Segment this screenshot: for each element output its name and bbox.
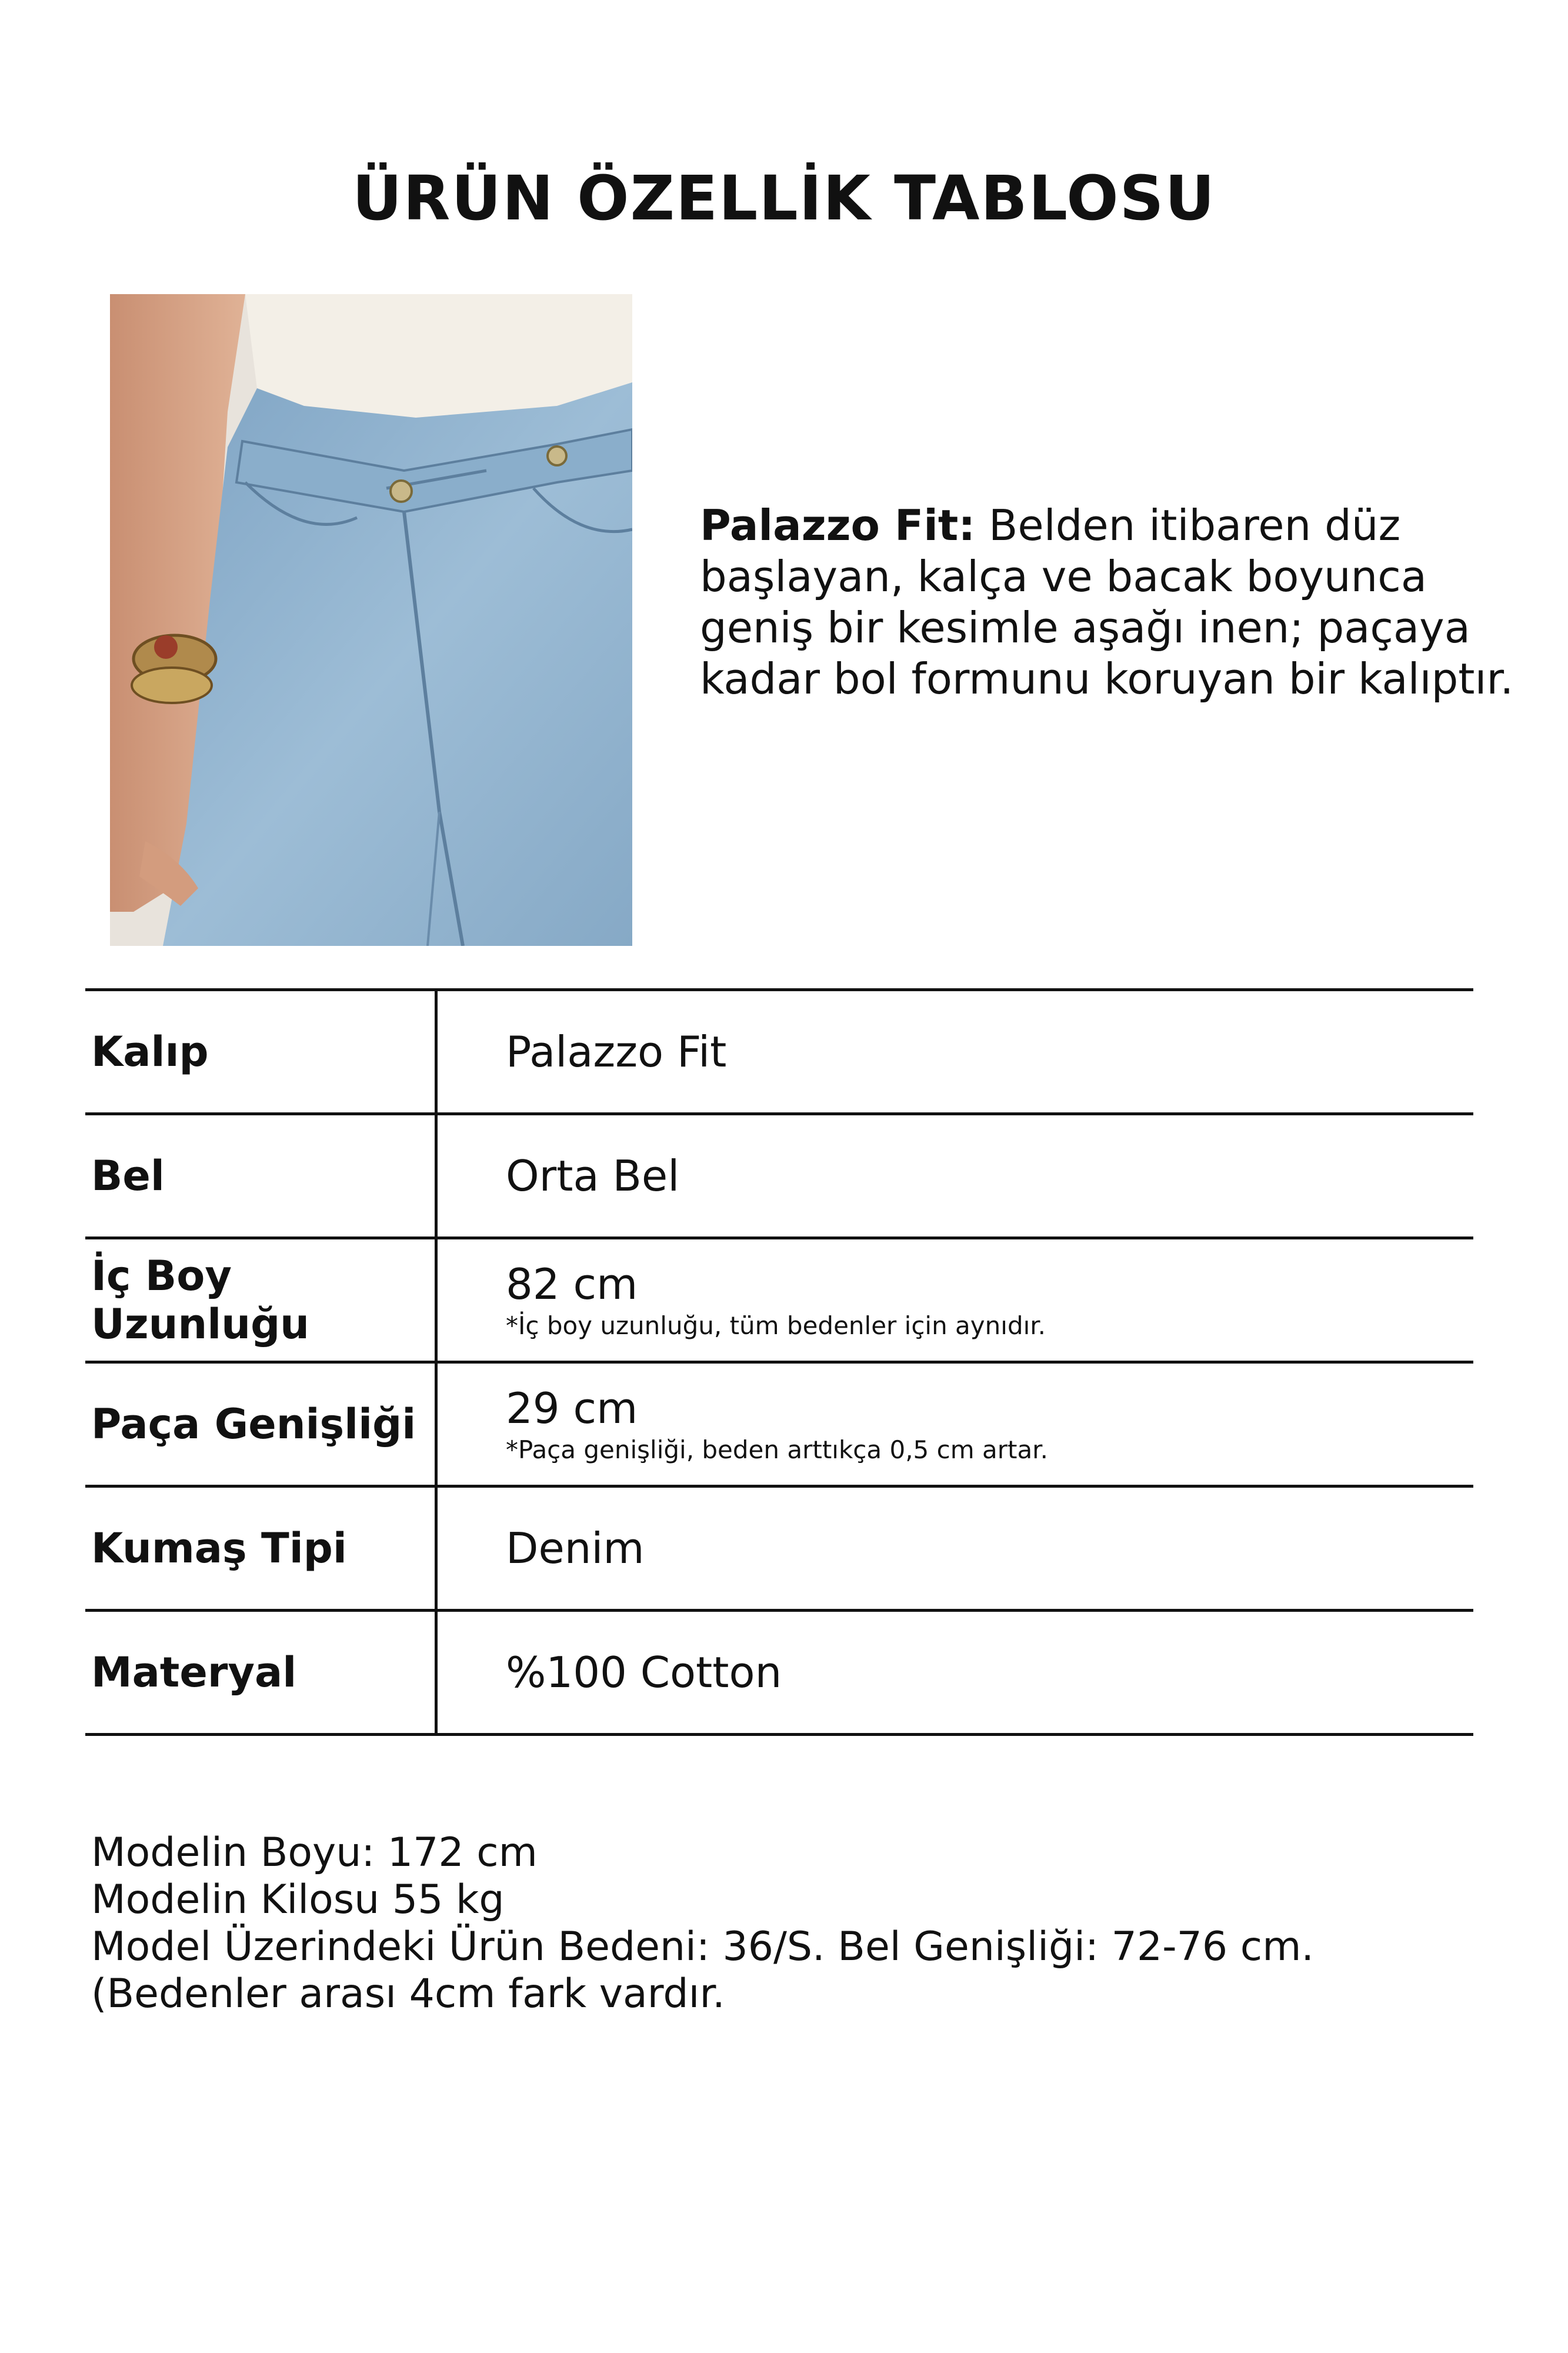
model-weight: Modelin Kilosu 55 kg xyxy=(91,1877,505,1923)
spec-label: Paça Genişliği xyxy=(91,1400,416,1448)
spec-row-kumas xyxy=(85,1488,1473,1612)
spec-label: Bel xyxy=(91,1152,165,1200)
model-info xyxy=(91,1829,1491,2018)
spec-label: Kumaş Tipi xyxy=(91,1524,347,1572)
spec-value: 82 cm xyxy=(506,1259,638,1309)
model-height: Modelin Boyu: 172 cm xyxy=(91,1829,538,1876)
spec-row-ic-boy xyxy=(85,1239,1473,1364)
column-divider xyxy=(435,1364,438,1485)
column-divider xyxy=(435,1115,438,1237)
page-title: ÜRÜN ÖZELLİK TABLOSU xyxy=(352,162,1216,234)
model-size: Model Üzerindeki Ürün Bedeni: 36/S. Bel Genişliği: 72-76 cm. (Bedenler arası 4cm fark vardır. xyxy=(91,1924,1315,2017)
spec-value-cell xyxy=(506,1239,1462,1361)
product-photo xyxy=(110,294,632,946)
spec-value-cell xyxy=(506,1115,1462,1237)
column-divider xyxy=(435,1239,438,1361)
column-divider xyxy=(435,991,438,1112)
spec-label: Materyal xyxy=(91,1648,297,1697)
column-divider xyxy=(435,1612,438,1733)
spec-note: *İç boy uzunluğu, tüm bedenler için aynıdır. xyxy=(506,1311,1046,1340)
spec-row-kalip xyxy=(85,991,1473,1115)
spec-value: Palazzo Fit xyxy=(506,1027,727,1076)
spec-value-cell xyxy=(506,1488,1462,1609)
spec-value-cell xyxy=(506,991,1462,1112)
spec-note: *Paça genişliği, beden arttıkça 0,5 cm artar. xyxy=(506,1435,1048,1464)
spec-row-bel xyxy=(85,1115,1473,1239)
spec-value-cell xyxy=(506,1364,1462,1485)
spec-row-paca xyxy=(85,1364,1473,1488)
spec-value: Orta Bel xyxy=(506,1151,680,1201)
spec-value: %100 Cotton xyxy=(506,1648,782,1697)
spec-row-materyal xyxy=(85,1612,1473,1736)
spec-value: Denim xyxy=(506,1524,645,1573)
fit-term: Palazzo Fit: xyxy=(700,501,976,550)
spec-label: Kalıp xyxy=(91,1028,209,1076)
spec-value: 29 cm xyxy=(506,1384,638,1433)
spec-value-cell xyxy=(506,1612,1462,1733)
spec-label: İç Boy Uzunluğu xyxy=(91,1252,310,1348)
fit-description xyxy=(700,500,1535,705)
fit-text: Belden itibaren düz başlayan, kalça ve bacak boyunca geniş bir kesimle aşağı inen; paçaya kadar bol formunu koruyan bir kalıptır. xyxy=(700,501,1514,704)
column-divider xyxy=(435,1488,438,1609)
spec-table xyxy=(85,988,1473,1724)
